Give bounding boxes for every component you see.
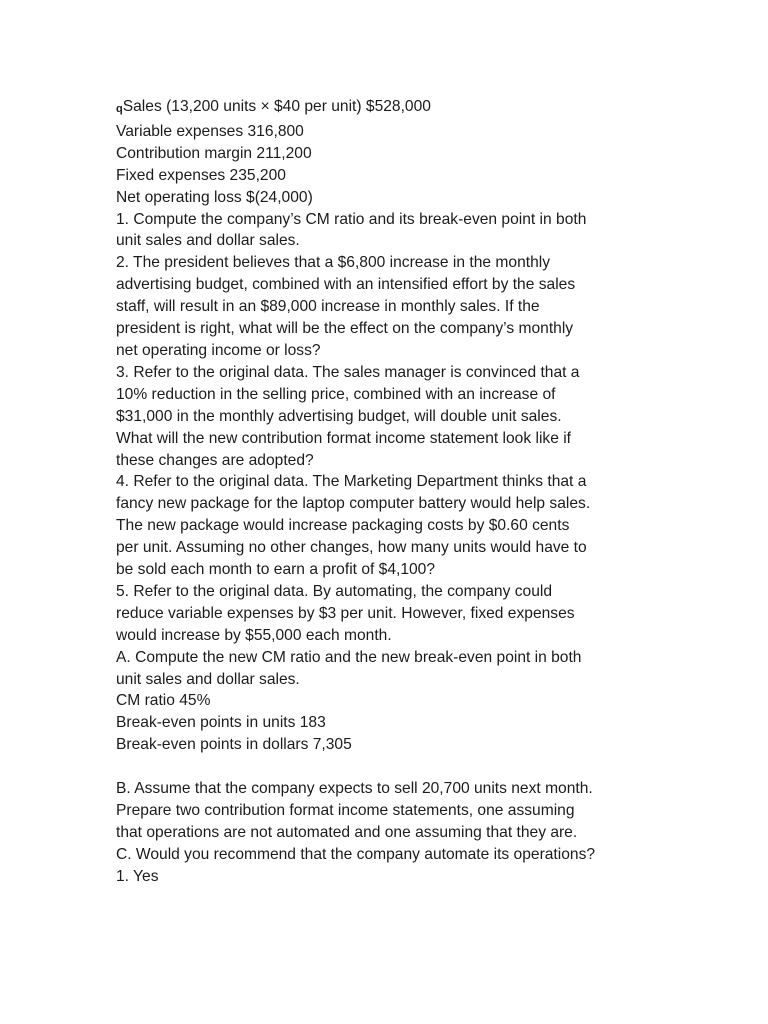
text-line: B. Assume that the company expects to sell 20,700 units next month. [116, 780, 593, 798]
text-line: Fixed expenses 235,200 [116, 166, 286, 184]
text-line: president is right, what will be the effect on the company’s monthly [116, 320, 574, 338]
text-line: Break-even points in units 183 [116, 714, 326, 732]
text-line: CM ratio 45% [116, 692, 211, 710]
text-line: Net operating loss $(24,000) [116, 188, 313, 206]
text-line: these changes are adopted? [116, 451, 314, 469]
text-line: 10% reduction in the selling price, combined with an increase of [116, 385, 556, 403]
text-line: fancy new package for the laptop computer battery would help sales. [116, 495, 591, 513]
text-line: 4. Refer to the original data. The Marketing Department thinks that a [116, 473, 587, 491]
text-line: staff, will result in an $89,000 increase in monthly sales. If the [116, 298, 540, 316]
text-line: 5. Refer to the original data. By automating, the company could [116, 582, 553, 600]
document-body [116, 96, 676, 888]
text-line: Prepare two contribution format income statements, one assuming [116, 801, 575, 819]
text-line: Contribution margin 211,200 [116, 144, 312, 162]
text-line-sales [116, 96, 676, 121]
text-line: per unit. Assuming no other changes, how many units would have to [116, 539, 587, 557]
text-line: 1. Yes [116, 867, 159, 885]
text-line: be sold each month to earn a profit of $4,100? [116, 561, 436, 579]
text-line [116, 756, 676, 778]
text-line: that operations are not automated and one assuming that they are. [116, 823, 578, 841]
list-marker: q [116, 103, 123, 115]
blank-line: Break-even points in dollars 7,305 [116, 736, 352, 754]
text-line: unit sales and dollar sales. [116, 670, 300, 688]
text-line: The new package would increase packaging costs by $0.60 cents [116, 517, 570, 535]
text-line: Variable expenses 316,800 [116, 122, 304, 140]
text-line: advertising budget, combined with an intensified effort by the sales [116, 276, 576, 294]
sales-text: Sales (13,200 units × $40 per unit) $528,000 [122, 98, 431, 115]
text-line: $31,000 in the monthly advertising budget, will double unit sales. [116, 407, 562, 425]
text-line: reduce variable expenses by $3 per unit. However, fixed expenses [116, 604, 575, 622]
text-line: A. Compute the new CM ratio and the new break-even point in both [116, 648, 582, 666]
text-line: 2. The president believes that a $6,800 increase in the monthly [116, 254, 551, 272]
text-line: net operating income or loss? [116, 341, 321, 359]
text-line: 1. Compute the company’s CM ratio and its break-even point in both [116, 210, 587, 228]
text-line: 3. Refer to the original data. The sales manager is convinced that a [116, 363, 580, 381]
text-line: C. Would you recommend that the company automate its operations? [116, 845, 596, 863]
text-line: unit sales and dollar sales. [116, 232, 300, 250]
text-line: would increase by $55,000 each month. [116, 626, 392, 644]
text-line: What will the new contribution format income statement look like if [116, 429, 572, 447]
